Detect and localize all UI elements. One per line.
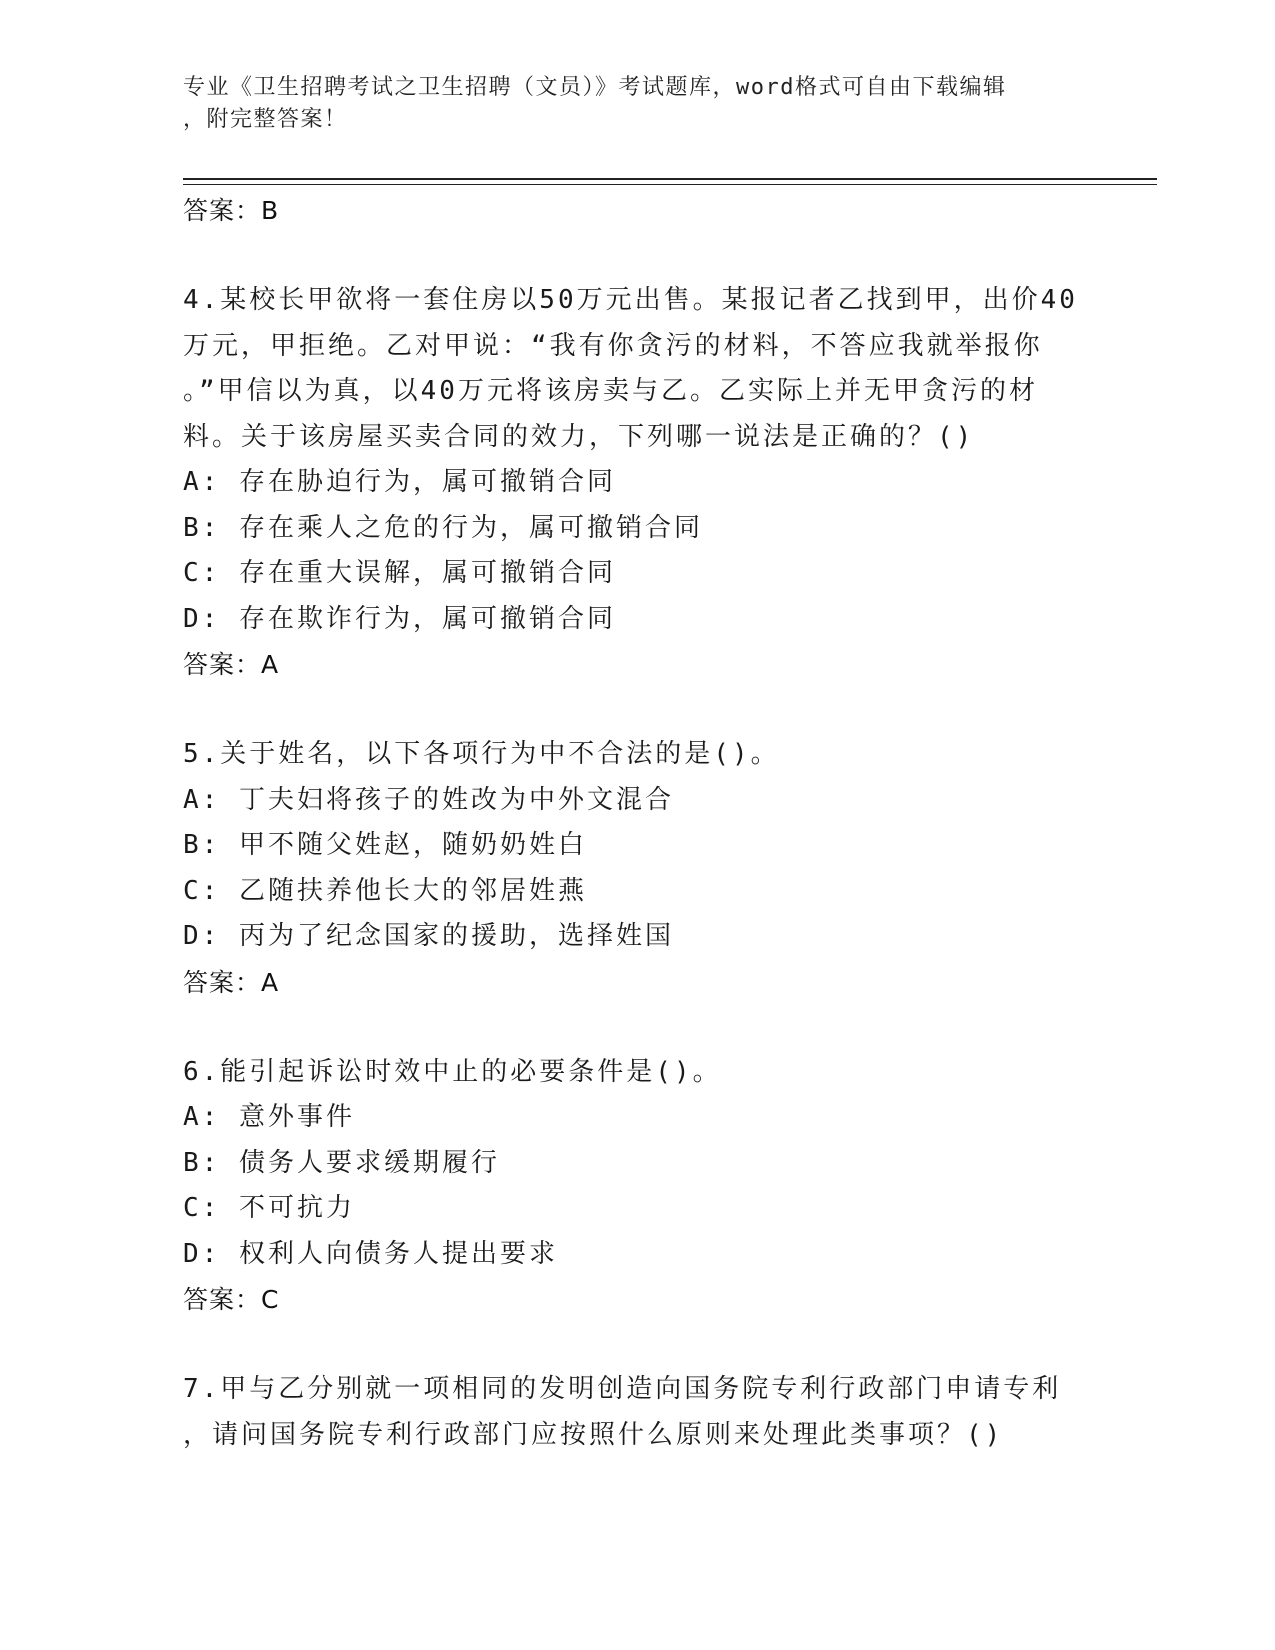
answer-line: 答案：A (183, 967, 280, 997)
question-stem: 5.关于姓名，以下各项行为中不合法的是()。 (183, 739, 780, 769)
option-a: A: 存在胁迫行为，属可撤销合同 (183, 467, 616, 497)
option-d: D: 丙为了纪念国家的援助，选择姓国 (183, 921, 674, 951)
question-4 (183, 278, 1083, 688)
option-a: A: 丁夫妇将孩子的姓改为中外文混合 (183, 784, 674, 815)
question-stem: 6.能引起诉讼时效中止的必要条件是()。 (183, 1056, 722, 1087)
option-b: B: 甲不随父姓赵，随奶奶姓白 (183, 830, 587, 860)
answer-line: 答案：A (183, 650, 280, 679)
option-b: B: 债务人要求缓期履行 (183, 1147, 500, 1178)
question-7 (183, 1367, 1083, 1458)
option-d: D: 存在欺诈行为，属可撤销合同 (183, 603, 616, 634)
header-divider-thin (183, 184, 1157, 185)
option-d: D: 权利人向债务人提出要求 (183, 1238, 558, 1269)
option-c: C: 存在重大误解，属可撤销合同 (183, 558, 616, 588)
header-divider-thick (183, 178, 1157, 180)
option-b: B: 存在乘人之危的行为，属可撤销合同 (183, 512, 703, 543)
question-5 (183, 732, 1083, 1006)
option-a: A: 意外事件 (183, 1102, 355, 1132)
option-c: C: 不可抗力 (183, 1193, 355, 1223)
question-6 (183, 1050, 1083, 1324)
answer-line: 答案：C (183, 1285, 280, 1314)
question-list (183, 188, 1083, 1458)
question-stem: 7.甲与乙分别就一项相同的发明创造向国务院专利行政部门申请专利 ，请问国务院专利行政部门应按照什么原则来处理此类事项？() (183, 1374, 1062, 1450)
document-header: 专业《卫生招聘考试之卫生招聘（文员）》考试题库，word格式可自由下载编辑 ，附完整答案！ (183, 75, 1007, 132)
option-c: C: 乙随扶养他长大的邻居姓燕 (183, 875, 587, 906)
question-stem: 4.某校长甲欲将一套住房以50万元出售。某报记者乙找到甲，出价40 万元，甲拒绝。乙对甲说：“我有你贪污的材料，不答应我就举报你 。”甲信以为真，以40万元将该房卖与乙。乙实际上并无甲贪污的材 料。关于该房屋买卖合同的效力，下列哪一说法是正确的？() (183, 285, 1078, 452)
answer-line: 答案：B (183, 196, 280, 225)
